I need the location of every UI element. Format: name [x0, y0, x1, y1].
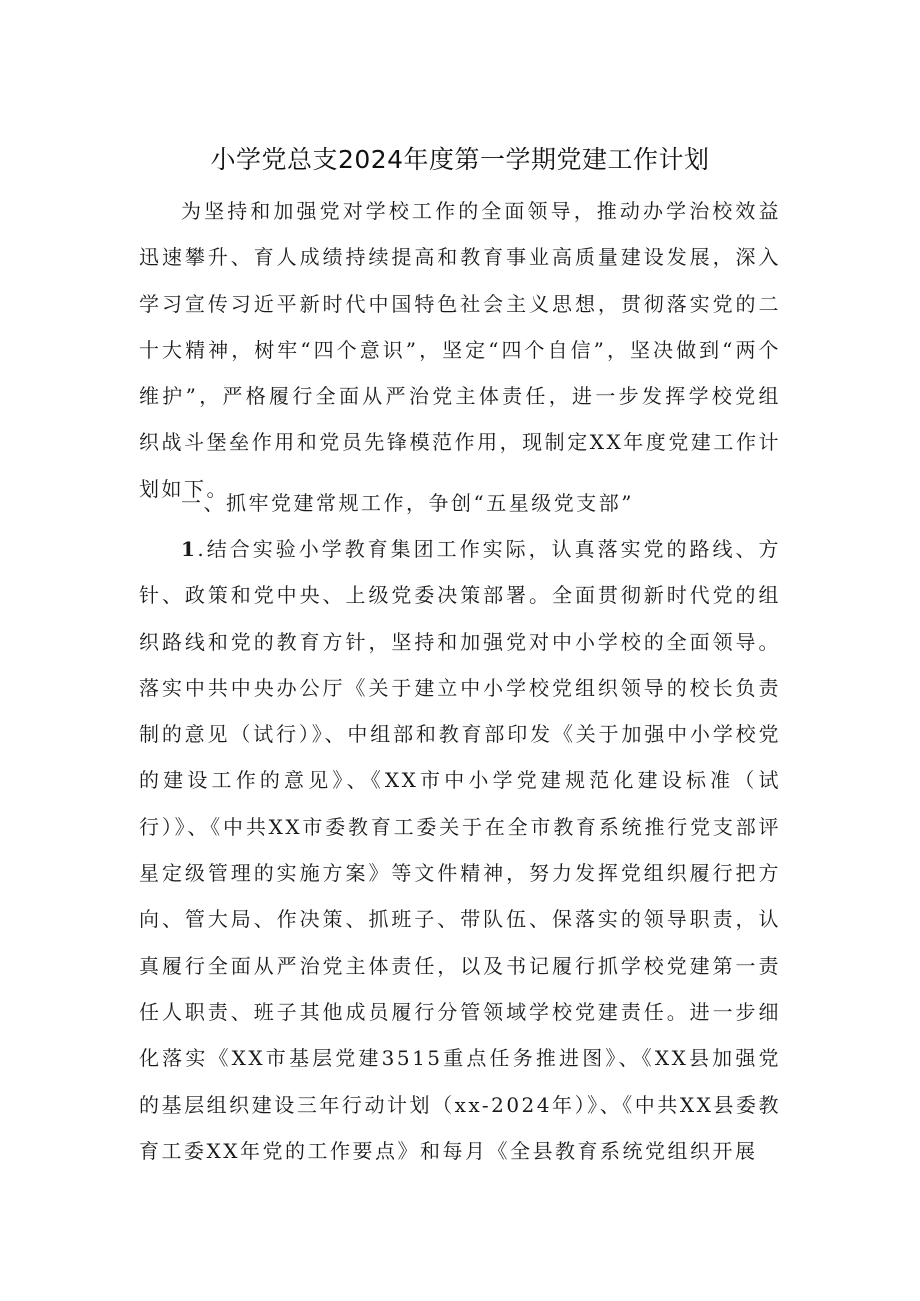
document-title: 小学党总支2024年度第一学期党建工作计划 — [210, 145, 710, 174]
intro-paragraph: 为坚持和加强党对学校工作的全面领导，推动办学治校效益迅速攀升、育人成绩持续提高和教育事业高质量建设发展，深入学习宣传习近平新时代中国特色社会主义思想，贯彻落实党的二十大精神，树牢“四个意识”，坚定“四个自信”，坚决做到“两个维护”，严格履行全面从严治党主体责任，进一步发挥学校党组织战斗堡垒作用和党员先锋模范作用，现制定XX年度党建工作计划如下。 — [139, 199, 781, 501]
section-heading-1: 一、抓牢党建常规工作，争创“五星级党支部” — [181, 491, 634, 515]
item-number: 1 — [181, 537, 198, 561]
item-text: .结合实验小学教育集团工作实际，认真落实党的路线、方针、政策和党中央、上级党委决策部署。全面贯彻新时代党的组织路线和党的教育方针，坚持和加强党对中小学校的全面领导。落实中共中央办公厅《关于建立中小学校党组织领导的校长负责制的意见（试行）》、中组部和教育部印发《关于加强中小学校党的建设工作的意见》、《XX市中小学党建规范化建设标准（试行）》、《中共XX市委教育工委关于在全市教育系统推行党支部评星定级管理的实施方案》等文件精神，努力发挥党组织履行把方向、管大局、作决策、抓班子、带队伍、保落实的领导职责，认真履行全面从严治党主体责任，以及书记履行抓学校党建第一责任人职责、班子其他成员履行分管领域学校党建责任。进一步细化落实《XX市基层党建3515重点任务推进图》、《XX县加强党的基层组织建设三年行动计划（xx-2024年）》、《中共XX县委教育工委XX年党的工作要点》和每月《全县教育系统党组织开展 — [139, 537, 781, 1163]
item-paragraph-1 — [139, 526, 781, 1174]
